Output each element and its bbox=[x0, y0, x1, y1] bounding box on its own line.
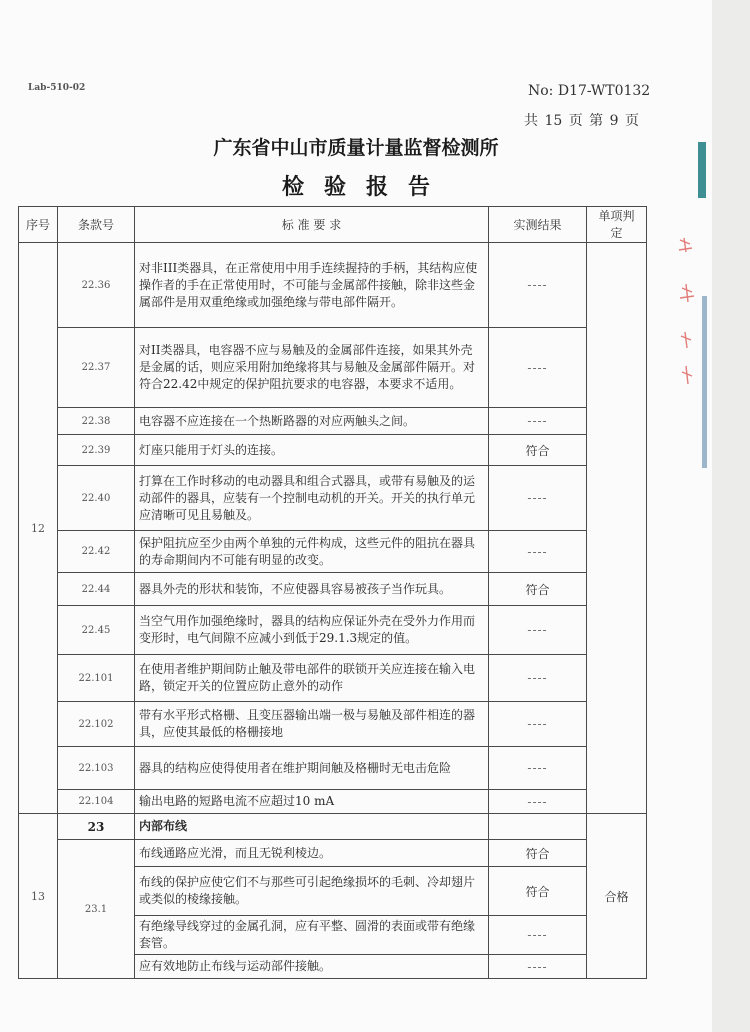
table-row bbox=[19, 655, 647, 702]
verdict-cell-group13: 合格 bbox=[587, 814, 647, 979]
result-cell: ---- bbox=[489, 466, 587, 531]
header-result: 实测结果 bbox=[489, 207, 587, 243]
requirement-cell: 带有水平形式格栅、且变压器输出端一极与易触及部件相连的器具，应使其最低的格栅接地 bbox=[135, 702, 489, 747]
table-row bbox=[19, 466, 647, 531]
table-header-row bbox=[19, 207, 647, 243]
result-cell: ---- bbox=[489, 606, 587, 655]
section-title: 内部布线 bbox=[135, 814, 489, 840]
result-cell: ---- bbox=[489, 408, 587, 435]
section-result-empty bbox=[489, 814, 587, 840]
requirement-cell: 输出电路的短路电流不应超过10 mA bbox=[135, 790, 489, 814]
requirement-cell: 布线通路应光滑，而且无锐利棱边。 bbox=[135, 840, 489, 867]
clause-cell: 22.45 bbox=[58, 606, 135, 655]
group-seq-12: 12 bbox=[19, 243, 58, 814]
table-row bbox=[19, 573, 647, 606]
requirement-cell: 灯座只能用于灯头的连接。 bbox=[135, 435, 489, 466]
header-verdict: 单项判定 bbox=[587, 207, 647, 243]
clause-cell: 22.102 bbox=[58, 702, 135, 747]
clause-cell: 22.101 bbox=[58, 655, 135, 702]
result-cell: ---- bbox=[489, 955, 587, 979]
requirement-cell: 当空气用作加强绝缘时，器具的结构应保证外壳在受外力作用而变形时，电气间隙不应减小到低于29.1.3规定的值。 bbox=[135, 606, 489, 655]
clause-cell: 22.104 bbox=[58, 790, 135, 814]
result-cell: ---- bbox=[489, 655, 587, 702]
clause-cell: 22.39 bbox=[58, 435, 135, 466]
clause-cell: 22.44 bbox=[58, 573, 135, 606]
clause-cell: 22.36 bbox=[58, 243, 135, 328]
report-title: 检验报告 bbox=[281, 175, 450, 200]
result-cell: 符合 bbox=[489, 435, 587, 466]
requirement-cell: 打算在工作时移动的电动器具和组合式器具，或带有易触及的运动部件的器具，应装有一个控制电动机的开关。开关的执行单元应清晰可见且易触及。 bbox=[135, 466, 489, 531]
header-clause: 条款号 bbox=[58, 207, 135, 243]
requirement-cell: 器具的结构应使得使用者在维护期间触及格栅时无电击危险 bbox=[135, 747, 489, 790]
section-header-row bbox=[19, 814, 647, 840]
organization-name: 广东省中山市质量计量监督检测所 bbox=[213, 137, 499, 159]
requirement-cell: 在使用者维护期间防止触及带电部件的联锁开关应连接在输入电路，锁定开关的位置应防止意外的动作 bbox=[135, 655, 489, 702]
table-row bbox=[19, 790, 647, 814]
header-requirement: 标 准 要 求 bbox=[135, 207, 489, 243]
seal-stamp-fragment bbox=[676, 236, 698, 386]
table-row bbox=[19, 435, 647, 466]
table-row bbox=[19, 243, 647, 328]
lab-code: Lab-510-02 bbox=[28, 83, 86, 93]
result-cell: ---- bbox=[489, 243, 587, 328]
result-cell: ---- bbox=[489, 747, 587, 790]
requirement-cell: 保护阻抗应至少由两个单独的元件构成，这些元件的阻抗在器具的寿命期间内不可能有明显的改变。 bbox=[135, 531, 489, 573]
page-edge-background bbox=[712, 0, 750, 1032]
group-seq-13: 13 bbox=[19, 814, 58, 979]
table-row bbox=[19, 747, 647, 790]
requirement-cell: 电容器不应连接在一个热断路器的对应两触头之间。 bbox=[135, 408, 489, 435]
table-row bbox=[19, 840, 647, 867]
result-cell: ---- bbox=[489, 328, 587, 408]
requirement-cell: 应有效地防止布线与运动部件接触。 bbox=[135, 955, 489, 979]
table-row bbox=[19, 531, 647, 573]
result-cell: 符合 bbox=[489, 840, 587, 867]
table-row bbox=[19, 328, 647, 408]
header-seq: 序号 bbox=[19, 207, 58, 243]
result-cell: ---- bbox=[489, 702, 587, 747]
section-number: 23 bbox=[58, 814, 135, 840]
result-cell: ---- bbox=[489, 916, 587, 955]
page-indicator: 共 15 页 第 9 页 bbox=[524, 113, 639, 129]
binder-tab-blue bbox=[702, 296, 707, 468]
requirement-cell: 布线的保护应使它们不与那些可引起绝缘损坏的毛刺、冷却翅片或类似的棱缘接触。 bbox=[135, 867, 489, 916]
requirement-cell: 器具外壳的形状和装饰，不应使器具容易被孩子当作玩具。 bbox=[135, 573, 489, 606]
table-row bbox=[19, 702, 647, 747]
table-row bbox=[19, 606, 647, 655]
clause-cell: 22.40 bbox=[58, 466, 135, 531]
clause-cell: 22.38 bbox=[58, 408, 135, 435]
requirement-cell: 有绝缘导线穿过的金属孔洞，应有平整、圆滑的表面或带有绝缘套管。 bbox=[135, 916, 489, 955]
clause-cell-23-1: 23.1 bbox=[58, 840, 135, 979]
inspection-table bbox=[18, 206, 647, 979]
table-row bbox=[19, 408, 647, 435]
result-cell: 符合 bbox=[489, 867, 587, 916]
result-cell: 符合 bbox=[489, 573, 587, 606]
clause-cell: 22.103 bbox=[58, 747, 135, 790]
requirement-cell: 对非III类器具，在正常使用中用手连续握持的手柄，其结构应使操作者的手在正常使用时，不可能与金属部件接触，除非这些金属部件是用双重绝缘或加强绝缘与带电部件隔开。 bbox=[135, 243, 489, 328]
requirement-cell: 对II类器具，电容器不应与易触及的金属部件连接，如果其外壳是金属的话，则应采用附加绝缘将其与易触及金属部件隔开。对符合22.42中规定的保护阻抗要求的电容器，本要求不适用。 bbox=[135, 328, 489, 408]
verdict-cell-group12 bbox=[587, 243, 647, 814]
clause-cell: 22.42 bbox=[58, 531, 135, 573]
result-cell: ---- bbox=[489, 531, 587, 573]
clause-cell: 22.37 bbox=[58, 328, 135, 408]
result-cell: ---- bbox=[489, 790, 587, 814]
report-number: No: D17-WT0132 bbox=[528, 83, 651, 99]
